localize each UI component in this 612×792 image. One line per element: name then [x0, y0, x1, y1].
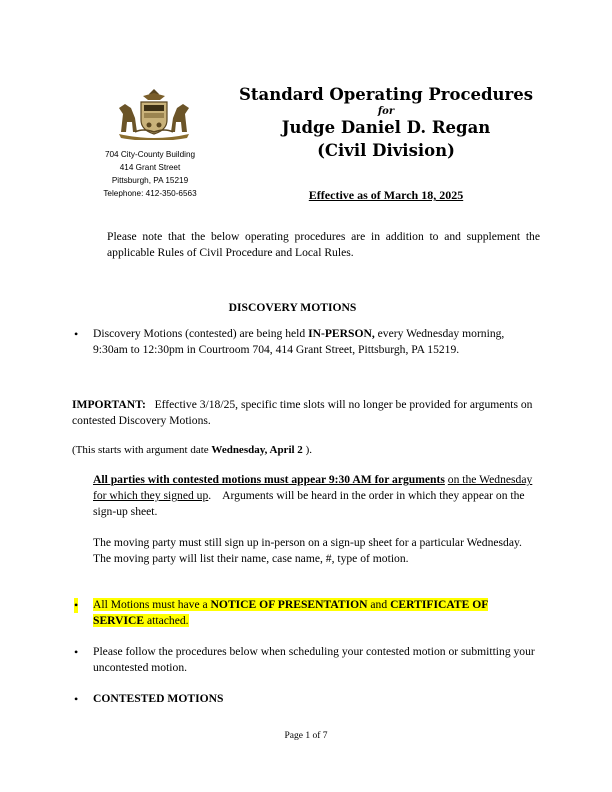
text-run-underline: on the Wednesday for which they signed up — [93, 473, 533, 502]
pennsylvania-seal-icon — [113, 88, 195, 140]
bullet-glyph: • — [74, 692, 79, 706]
bullet-follow-procedures: Please follow the procedures below when scheduling your contested motion or submitting your uncontested motion. — [93, 645, 535, 674]
text-run: Discovery Motions (contested) are being held — [93, 327, 309, 340]
page-number: Page 1 of 7 — [284, 731, 328, 741]
bullet-discovery-in-person — [93, 326, 538, 358]
text-run-bold: IN-PERSON, — [308, 327, 375, 340]
text-run: every Wednesday morning, 9:30am to 12:30pm in Courtroom 704, 414 Grant Street, Pittsburgh, PA 15219. — [93, 327, 505, 356]
title-for: for — [377, 106, 395, 117]
bullet-glyph: • — [74, 598, 79, 612]
text-run: Effective 3/18/25, specific time slots will no longer be provided for arguments on contested Discovery Motions. — [72, 398, 536, 427]
bullet-glyph: • — [74, 327, 79, 341]
all-parties-paragraph — [93, 472, 538, 520]
moving-party-paragraph: The moving party must still sign up in-person on a sign-up sheet for a particular Wednesday. The moving party will list their name, case name, #, type of motion. — [93, 536, 522, 565]
start-date-note — [72, 442, 540, 458]
division: (Civil Division) — [317, 141, 455, 160]
contested-motions-heading: CONTESTED MOTIONS — [93, 692, 224, 705]
intro-paragraph: Please note that the below operating procedures are in addition to and supplement the applicable Rules of Civil Procedure and Local Rules. — [107, 230, 540, 259]
document-title: Standard Operating Procedures — [238, 85, 534, 104]
address-line: Pittsburgh, PA 15219 — [111, 176, 189, 185]
address-line: Telephone: 412-350-6563 — [103, 189, 197, 198]
address-line: 414 Grant Street — [119, 163, 181, 172]
text-run: ). — [302, 444, 312, 456]
text-run: (This starts with argument date — [72, 444, 212, 456]
effective-date: Effective as of March 18, 2025 — [308, 188, 464, 202]
text-run-bold: Wednesday, April 2 — [211, 444, 303, 456]
text-run: attached. — [144, 614, 189, 627]
court-address — [80, 148, 220, 200]
text-run-bold: CERTIFICATE OF SERVICE — [93, 598, 489, 627]
bullet-glyph: • — [74, 645, 79, 659]
address-line: 704 City-County Building — [104, 150, 196, 159]
important-paragraph — [72, 397, 540, 429]
important-label: IMPORTANT: — [72, 398, 146, 411]
text-run: . Arguments will be heard in the order in which they appear on the sign-up sheet. — [93, 489, 528, 518]
text-run: and — [367, 598, 391, 611]
bullet-notice-certificate — [93, 597, 538, 629]
judge-name: Judge Daniel D. Regan — [281, 118, 491, 137]
text-run-bold-underline: All parties with contested motions must appear 9:30 AM for arguments — [93, 473, 445, 486]
text-run: All Motions must have a — [93, 598, 211, 611]
section-heading: DISCOVERY MOTIONS — [228, 301, 357, 314]
text-run-bold: NOTICE OF PRESENTATION — [210, 598, 368, 611]
